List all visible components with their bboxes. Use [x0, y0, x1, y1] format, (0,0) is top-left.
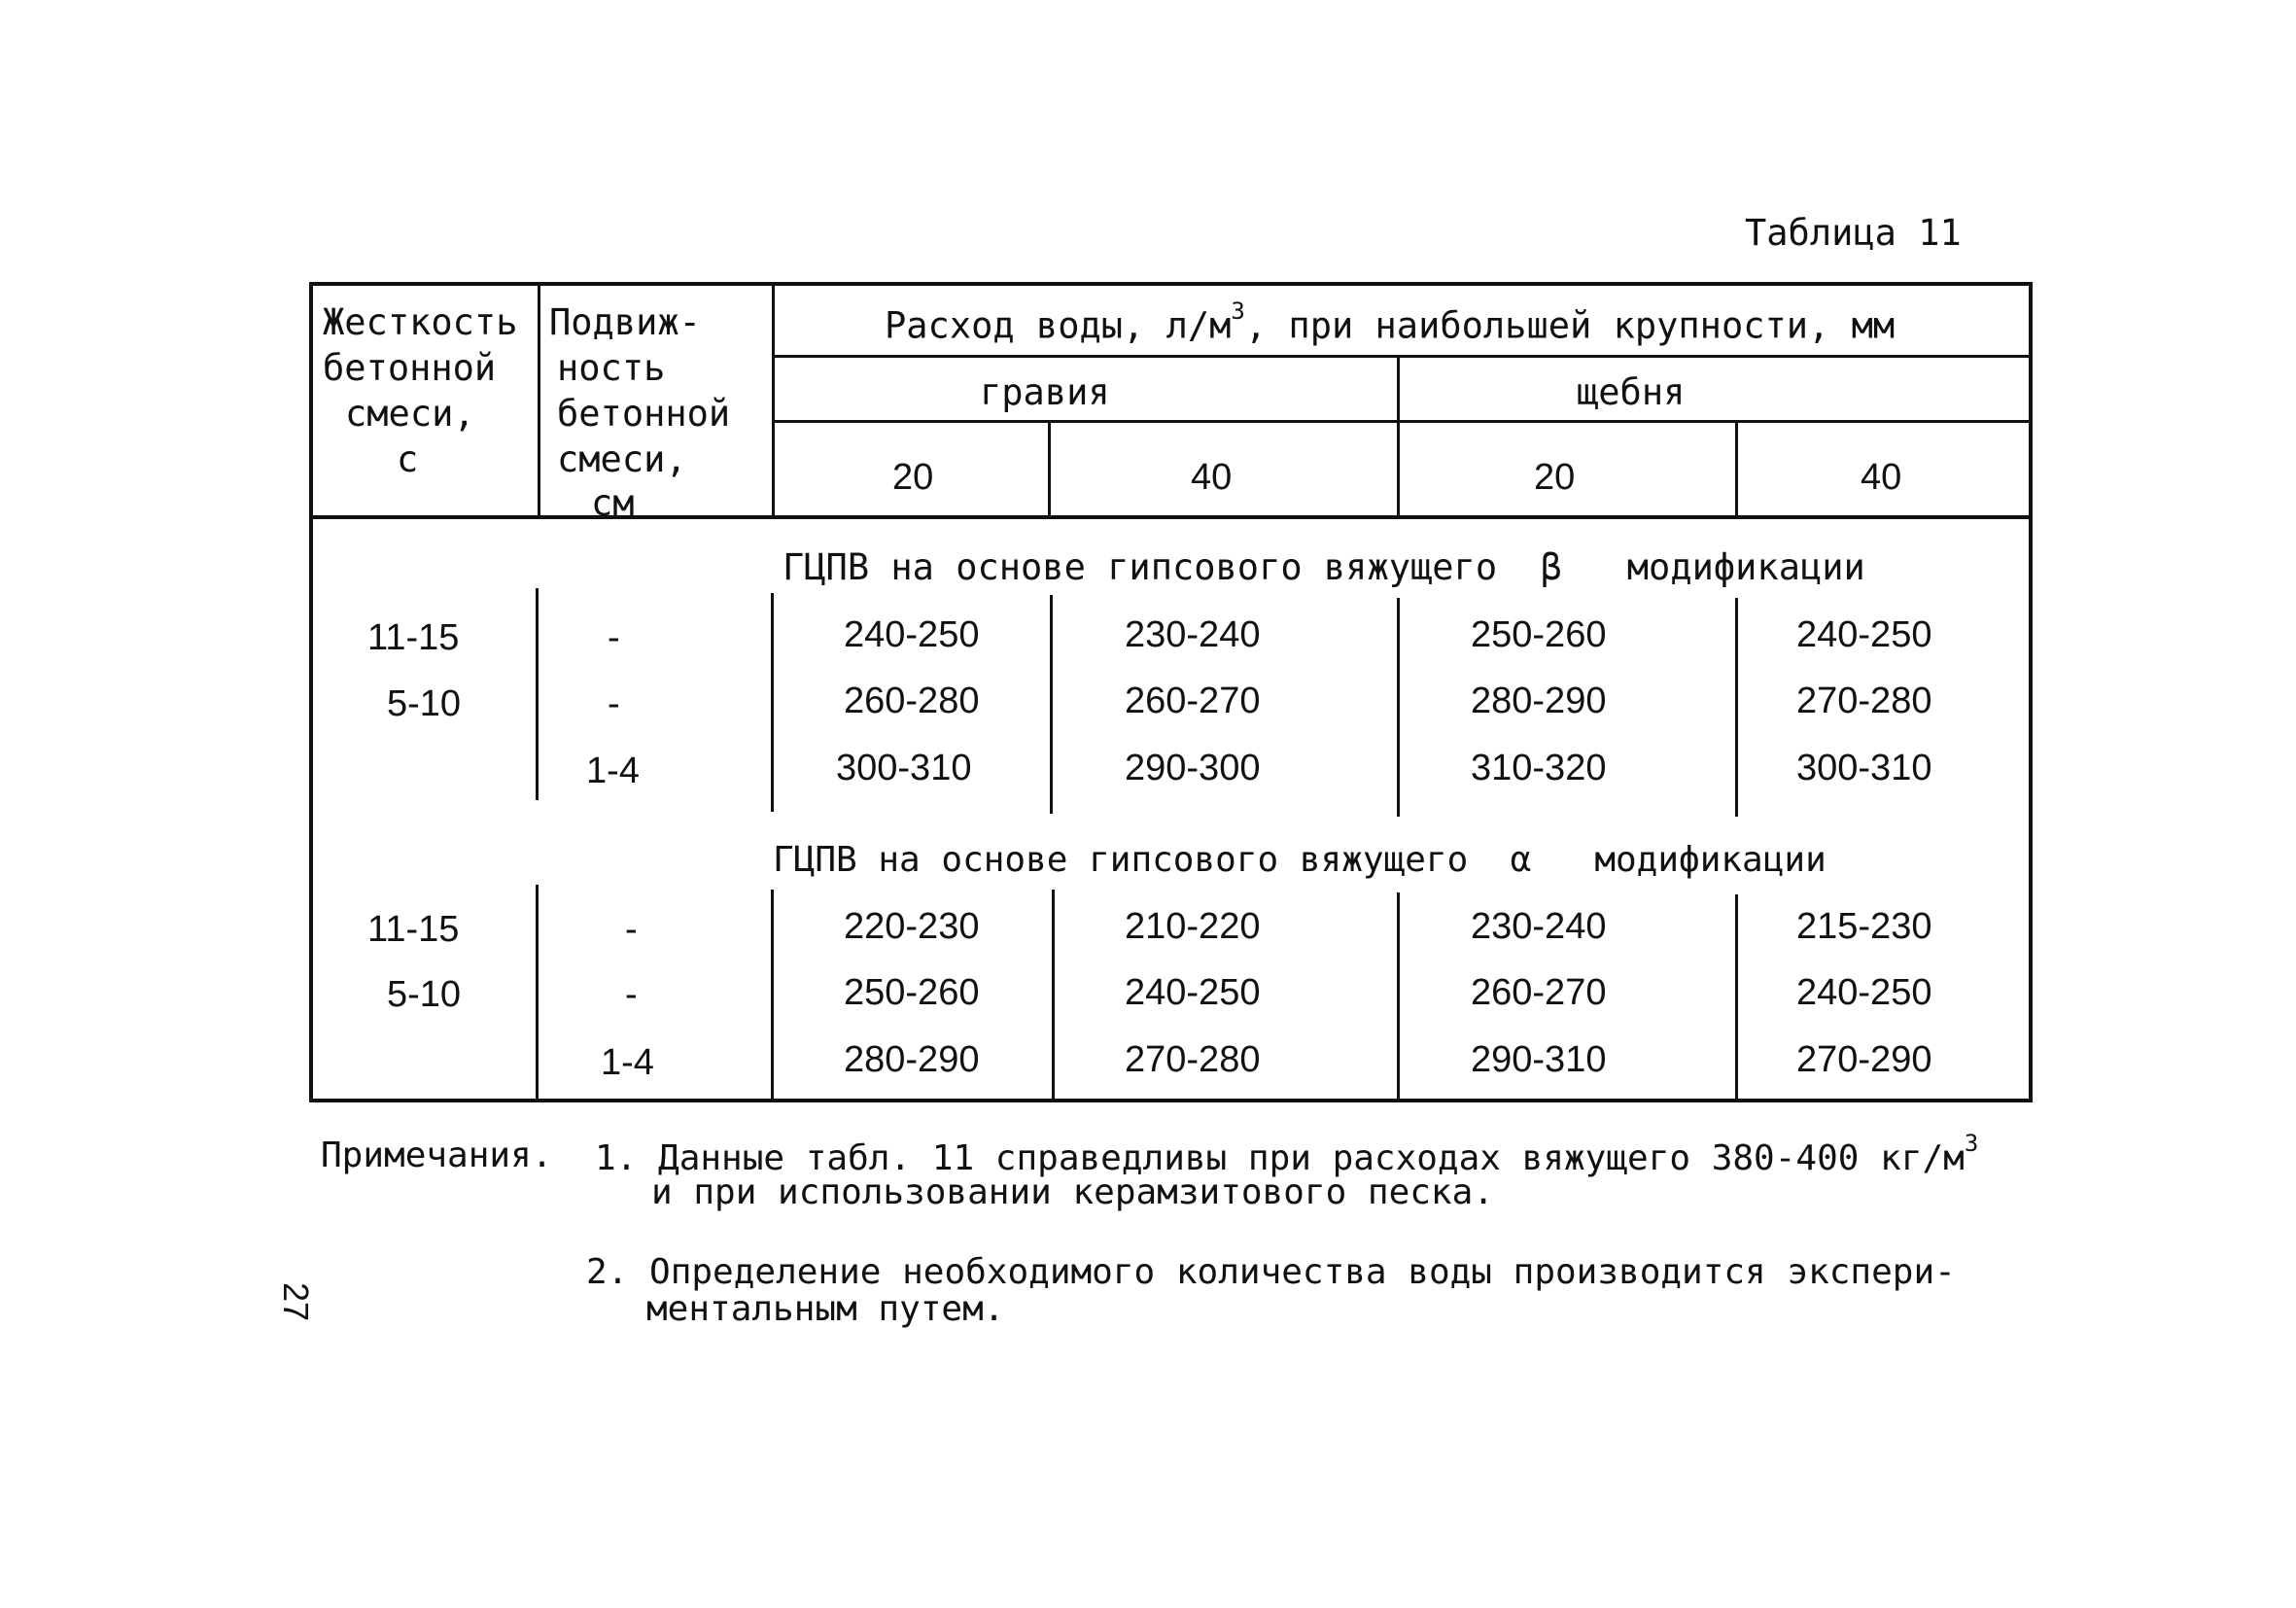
table-border-right: [2029, 282, 2033, 1102]
header-crushed-stone: щебня: [1577, 371, 1686, 413]
header-gravel: гравия: [980, 371, 1110, 413]
body-vline-s1-1: [536, 588, 539, 800]
header-stiffness-2: бетонной: [323, 347, 497, 389]
body-vline-s2-2: [771, 890, 774, 1099]
header-divider: [309, 515, 2033, 519]
s2-row3-mobility: 1-4: [601, 1042, 654, 1083]
s1-row3-v1: 300-310: [836, 748, 972, 788]
header-size-1: 20: [892, 457, 934, 498]
s1-row2-stiffness: 5-10: [387, 683, 462, 724]
s2-row1-v3: 230-240: [1471, 906, 1607, 947]
header-mobility-1: Подвиж-: [549, 301, 701, 343]
table-border-top: [309, 282, 2033, 286]
s2-row3-v4: 270-290: [1796, 1039, 1932, 1080]
s1-row1-v1: 240-250: [844, 614, 980, 655]
s1-row3-mobility: 1-4: [586, 751, 640, 791]
s2-row3-v3: 290-310: [1471, 1039, 1607, 1080]
header-mobility-5: см: [591, 482, 635, 524]
s1-row3-v3: 310-320: [1471, 748, 1607, 788]
s1-row2-v4: 270-280: [1796, 681, 1932, 721]
header-size-3: 20: [1534, 457, 1576, 498]
s2-row2-mobility: -: [625, 974, 638, 1015]
table-border-bottom: [309, 1099, 2033, 1102]
body-vline-s2-1: [536, 885, 539, 1099]
header-vline-2: [772, 282, 775, 519]
s1-row1-mobility: -: [608, 617, 620, 658]
header-mobility-4: смеси,: [557, 438, 687, 480]
s2-row2-v2: 240-250: [1125, 972, 1261, 1013]
s2-row1-v1: 220-230: [844, 906, 980, 947]
body-vline-s1-2: [771, 593, 774, 812]
s1-row1-stiffness: 11-15: [367, 617, 460, 658]
header-mobility-3: бетонной: [557, 393, 731, 435]
s2-row2-v4: 240-250: [1796, 972, 1932, 1013]
s2-row3-v1: 280-290: [844, 1039, 980, 1080]
header-stiffness-1: Жесткость: [323, 301, 518, 343]
s1-row1-v2: 230-240: [1125, 614, 1261, 655]
beta-symbol: β: [1540, 546, 1562, 588]
body-vline-s2-5: [1735, 894, 1738, 1099]
header-water-title: Расход воды, $л/м^3$, при наибольшей крупности, мм: [885, 297, 1896, 347]
header-vline-4: [1048, 420, 1051, 519]
s2-row2-v3: 260-270: [1471, 972, 1607, 1013]
header-mobility-2: ность: [557, 347, 666, 389]
note-2-line-1: 2. Определение необходимого количества воды производится экспери-: [586, 1252, 1956, 1292]
body-vline-s1-5: [1735, 598, 1738, 817]
note-1-line-1: 1. Данные табл. 11 справедливы при расходах вяжущего 380-400 $кг/м^3$: [595, 1130, 1979, 1178]
s2-row1-stiffness: 11-15: [367, 909, 460, 950]
note-2-line-2: ментальным путем.: [646, 1289, 1005, 1329]
s1-row1-v3: 250-260: [1471, 614, 1607, 655]
alpha-symbol: α: [1510, 840, 1532, 880]
body-vline-s1-3: [1050, 595, 1053, 814]
header-stiffness-3: смеси,: [345, 393, 475, 435]
header-size-4: 40: [1861, 457, 1902, 498]
s1-row3-v2: 290-300: [1125, 748, 1261, 788]
header-line-1: [772, 355, 2033, 358]
body-vline-s2-4: [1397, 892, 1400, 1101]
s2-row2-v1: 250-260: [844, 972, 980, 1013]
header-vline-3: [1397, 355, 1400, 519]
header-vline-5: [1735, 420, 1738, 519]
body-vline-s1-4: [1397, 598, 1400, 817]
table-title: Таблица 11: [1745, 212, 1962, 254]
page-number: 27: [276, 1281, 317, 1322]
header-vline-1: [538, 282, 540, 519]
body-vline-s2-3: [1052, 890, 1055, 1099]
note-1-line-2: и при использовании керамзитового песка.: [651, 1172, 1494, 1212]
section-2-title: ГЦПВ на основе гипсового вяжущего α модификации: [773, 840, 1826, 880]
s1-row3-v4: 300-310: [1796, 748, 1932, 788]
table-border-left: [309, 282, 313, 1102]
s1-row2-v1: 260-280: [844, 681, 980, 721]
header-line-2: [772, 420, 2033, 423]
header-stiffness-4: с: [397, 438, 419, 480]
s1-row2-mobility: -: [608, 683, 620, 724]
s2-row1-v4: 215-230: [1796, 906, 1932, 947]
notes-label: Примечания.: [321, 1136, 553, 1175]
s2-row1-mobility: -: [625, 909, 638, 950]
s1-row1-v4: 240-250: [1796, 614, 1932, 655]
s2-row3-v2: 270-280: [1125, 1039, 1261, 1080]
s2-row2-stiffness: 5-10: [387, 974, 462, 1015]
s1-row2-v2: 260-270: [1125, 681, 1261, 721]
s1-row2-v3: 280-290: [1471, 681, 1607, 721]
s2-row1-v2: 210-220: [1125, 906, 1261, 947]
section-1-title: ГЦПВ на основе гипсового вяжущего β модификации: [783, 546, 1865, 588]
header-size-2: 40: [1191, 457, 1233, 498]
